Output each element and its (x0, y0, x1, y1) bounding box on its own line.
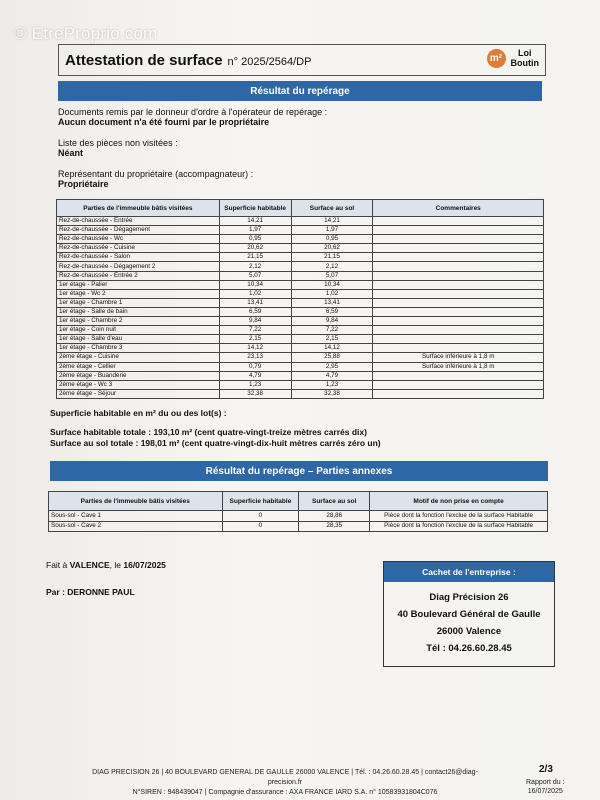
table-row-cell: 21,15 (219, 253, 291, 262)
logo-text (511, 48, 540, 68)
table-row-cell (373, 335, 544, 344)
m2-logo-icon: m² (487, 49, 506, 68)
header-commentaires: Commentaires (373, 200, 544, 217)
table-row-cell (373, 389, 544, 398)
table-row-cell: 5,07 (291, 271, 373, 280)
stamp-address: 40 Boulevard Général de Gaulle (397, 609, 541, 620)
table-row (57, 389, 544, 398)
table-row (57, 253, 544, 262)
annex-row-cell: Pièce dont la fonction l'exclue de la surface Habitable (370, 511, 548, 522)
table-row-cell: Rez-de-chaussée - Entrée (57, 217, 220, 226)
table-row-cell: Rez-de-chaussée - Salon (57, 253, 220, 262)
table-row (57, 262, 544, 271)
documents-value: Aucun document n'a été fourni par le propriétaire (58, 117, 270, 127)
table-row-cell: 2ème étage - Wc 3 (57, 380, 220, 389)
table-row-cell: Surface inférieure à 1,8 m (373, 353, 544, 362)
table-row-cell (373, 262, 544, 271)
table-row-cell: 4,79 (219, 371, 291, 380)
documents-label: Documents remis par le donneur d'ordre à l'opérateur de repérage : (58, 107, 328, 117)
table-row (57, 244, 544, 253)
table-row-cell (373, 271, 544, 280)
table-row-cell: 20,62 (219, 244, 291, 253)
representative-label: Représentant du propriétaire (accompagnateur) : (58, 169, 254, 179)
signature-operator: Par : DERONNE PAUL (46, 587, 135, 597)
table-row-cell: 32,38 (219, 389, 291, 398)
table-row (57, 271, 544, 280)
company-stamp (383, 561, 555, 667)
table-row-cell: 23,13 (219, 353, 291, 362)
table-row-cell (373, 280, 544, 289)
table-row-cell (373, 298, 544, 307)
stamp-company-name: Diag Précision 26 (429, 592, 509, 603)
table-row-cell: 1,02 (219, 289, 291, 298)
representative-block (58, 169, 253, 189)
table-row-cell: 0,95 (219, 235, 291, 244)
table-row-cell: Rez-de-chaussée - Wc (57, 235, 220, 244)
table-row (57, 217, 544, 226)
table-row (57, 362, 544, 371)
report-date (526, 778, 565, 796)
table-row-cell: 20,62 (291, 244, 373, 253)
representative-value: Propriétaire (58, 179, 109, 189)
table-row-cell: 1er étage - Salle de bain (57, 307, 220, 316)
table-row-cell (373, 217, 544, 226)
table-row-cell: 7,22 (219, 326, 291, 335)
table-row-cell: 2,12 (291, 262, 373, 271)
annex-row (49, 521, 548, 532)
table-row-cell: 10,34 (219, 280, 291, 289)
loi-boutin-logo (487, 48, 540, 68)
table-row-cell: 1,97 (291, 226, 373, 235)
table-row-cell (373, 226, 544, 235)
table-row-cell: 14,21 (291, 217, 373, 226)
surface-table-header (57, 200, 544, 217)
table-row-cell: 1er étage - Wc 2 (57, 289, 220, 298)
annex-row-cell: Sous-sol - Cave 1 (49, 511, 223, 522)
table-row-cell: Surface inférieure à 1,8 m (373, 362, 544, 371)
table-row-cell: 4,79 (291, 371, 373, 380)
table-row-cell (373, 344, 544, 353)
table-row (57, 235, 544, 244)
table-row-cell: 1er étage - Chambre 3 (57, 344, 220, 353)
watermark: © EtreProprio.com (14, 24, 158, 43)
table-row (57, 289, 544, 298)
section-title-annexes: Résultat du repérage – Parties annexes (50, 461, 548, 481)
annex-row (49, 511, 548, 522)
non-visited-label: Liste des pièces non visitées : (58, 138, 178, 148)
table-row-cell (373, 289, 544, 298)
report-date-label: Rapport du : (526, 779, 565, 786)
header-surface-sol: Surface au sol (291, 200, 373, 217)
table-row-cell: 1er étage - Chambre 1 (57, 298, 220, 307)
signature-date: 16/07/2025 (123, 560, 166, 570)
table-row-cell: 0,79 (219, 362, 291, 371)
table-row-cell (373, 244, 544, 253)
table-row-cell (373, 380, 544, 389)
table-row-cell: 25,88 (291, 353, 373, 362)
table-row-cell (373, 253, 544, 262)
table-row-cell (373, 317, 544, 326)
table-row-cell: 6,59 (219, 307, 291, 316)
table-row-cell (373, 371, 544, 380)
signature-place-date (46, 560, 166, 570)
table-row (57, 280, 544, 289)
fait-prefix: Fait à (46, 560, 68, 570)
table-row-cell: 13,41 (291, 298, 373, 307)
total-sol: Surface au sol totale : 198,01 m² (cent quatre-vingt-dix-huit mètres carrés zéro un) (50, 438, 381, 448)
table-row-cell: 1,97 (219, 226, 291, 235)
table-row-cell: 2ème étage - Cellier (57, 362, 220, 371)
surface-table (56, 199, 544, 399)
table-row (57, 317, 544, 326)
table-row-cell: 6,59 (291, 307, 373, 316)
table-row-cell: 0,95 (291, 235, 373, 244)
logo-text-line1: Loi (518, 48, 532, 58)
table-row-cell (373, 307, 544, 316)
table-row-cell (373, 235, 544, 244)
table-row (57, 353, 544, 362)
table-row-cell: 9,84 (291, 317, 373, 326)
signature-city: VALENCE (69, 560, 110, 570)
annex-row-cell: Pièce dont la fonction l'exclue de la surface Habitable (370, 521, 548, 532)
page-footer (70, 768, 500, 798)
table-row (57, 298, 544, 307)
table-row-cell: Rez-de-chaussée - Cuisine (57, 244, 220, 253)
table-row-cell: 2,95 (291, 362, 373, 371)
table-row-cell: 32,38 (291, 389, 373, 398)
table-row-cell: 2,15 (219, 335, 291, 344)
non-visited-block (58, 138, 178, 158)
stamp-title: Cachet de l'entreprise : (384, 562, 554, 582)
annex-row-cell: 0 (222, 511, 299, 522)
page-number: 2/3 (539, 764, 553, 775)
document-number: n° 2025/2564/DP (227, 55, 312, 68)
table-row (57, 371, 544, 380)
footer-line3: N°SIREN : 948439047 | Compagnie d'assurance : AXA FRANCE IARD S.A. n° 10583931804C076 (132, 789, 438, 796)
table-row-cell: 1er étage - Palier (57, 280, 220, 289)
table-row-cell: 2ème étage - Séjour (57, 389, 220, 398)
table-row-cell: Rez-de-chaussée - Entrée 2 (57, 271, 220, 280)
annex-row-cell: 28,35 (299, 521, 370, 532)
table-row (57, 335, 544, 344)
table-row-cell: 1er étage - Salle d'eau (57, 335, 220, 344)
totals-heading: Superficie habitable en m² du ou des lot(s) : (50, 408, 227, 418)
table-row-cell: 14,21 (219, 217, 291, 226)
table-row (57, 307, 544, 316)
table-row-cell: 13,41 (219, 298, 291, 307)
document-title: Attestation de surface (65, 51, 223, 69)
table-row (57, 344, 544, 353)
table-row-cell: 9,84 (219, 317, 291, 326)
logo-text-line2: Boutin (510, 58, 539, 68)
section-title-results: Résultat du repérage (58, 81, 542, 101)
annex-row-cell: 0 (222, 521, 299, 532)
annex-table-header (49, 492, 548, 511)
annex-row-cell: 28,86 (299, 511, 370, 522)
table-row-cell: 1er étage - Coin nuit (57, 326, 220, 335)
annex-header-superficie: Superficie habitable (222, 492, 299, 511)
annex-header-motif: Motif de non prise en compte (370, 492, 548, 511)
stamp-city: 26000 Valence (436, 626, 502, 637)
table-row-cell: 7,22 (291, 326, 373, 335)
table-row-cell: 5,07 (219, 271, 291, 280)
report-date-value: 16/07/2025 (527, 788, 563, 795)
header-parties: Parties de l'immeuble bâtis visitées (57, 200, 220, 217)
table-row-cell: 2ème étage - Cuisine (57, 353, 220, 362)
table-row-cell: 2,15 (291, 335, 373, 344)
stamp-phone: Tél : 04.26.60.28.45 (426, 643, 512, 654)
table-row-cell: 2,12 (219, 262, 291, 271)
totals-block (50, 408, 381, 449)
annex-table (48, 491, 548, 532)
footer-line1: DIAG PRECISION 26 | 40 BOULEVARD GENERAL DE GAULLE 26000 VALENCE | Tél. : 04.26.60.28.45 | contact26@diag- (92, 769, 478, 776)
table-row-cell: 10,34 (291, 280, 373, 289)
footer-line2: precision.fr (267, 779, 303, 786)
table-row-cell: Rez-de-chaussée - Dégagement (57, 226, 220, 235)
table-row-cell: 21,15 (291, 253, 373, 262)
documents-block (58, 107, 327, 127)
non-visited-value: Néant (58, 148, 84, 158)
table-row-cell: 1er étage - Chambre 2 (57, 317, 220, 326)
annex-row-cell: Sous-sol - Cave 2 (49, 521, 223, 532)
table-row-cell: Rez-de-chaussée - Dégagement 2 (57, 262, 220, 271)
table-row (57, 326, 544, 335)
document-header (58, 44, 546, 76)
total-habitable: Surface habitable totale : 193,10 m² (cent quatre-vingt-treize mètres carrés dix) (50, 427, 367, 437)
date-prefix: , le (109, 560, 121, 570)
header-superficie: Superficie habitable (219, 200, 291, 217)
annex-header-parties: Parties de l'immeuble bâtis visitées (49, 492, 223, 511)
table-row-cell: 1,23 (291, 380, 373, 389)
table-row-cell: 2ème étage - Buanderie (57, 371, 220, 380)
table-row-cell: 14,12 (219, 344, 291, 353)
annex-header-surface-sol: Surface au sol (299, 492, 370, 511)
table-row (57, 380, 544, 389)
table-row-cell: 14,12 (291, 344, 373, 353)
table-row-cell (373, 326, 544, 335)
table-row-cell: 1,23 (219, 380, 291, 389)
table-row (57, 226, 544, 235)
table-row-cell: 1,02 (291, 289, 373, 298)
